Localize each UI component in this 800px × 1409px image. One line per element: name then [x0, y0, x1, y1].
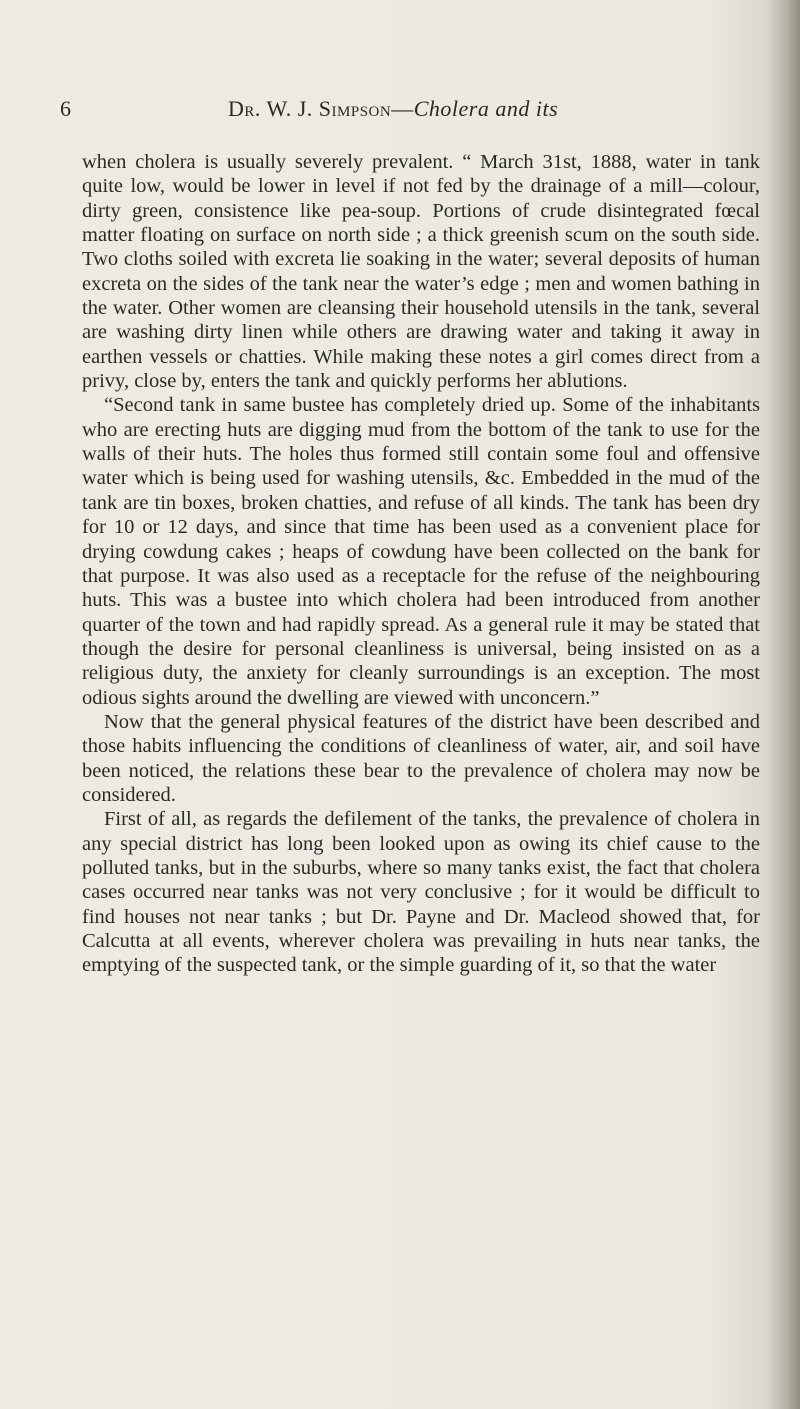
paragraph-2: “Second tank in same bustee has completely dried up. Some of the inhabitants who are erecting huts are digging mud from the bottom of the tank to use for the walls of their huts. The holes thus formed still contain some foul and offensive water which is being used for washing utensils, &c. Embedded in the mud of the tank are tin boxes, broken chatties, and refuse of all kinds. The tank has been dry for 10 or 12 days, and since that time has been used as a convenient place for drying cowdung cakes ; heaps of cowdung have been collected on the bank for that purpose. It was also used as a receptacle for the refuse of the neighbouring huts. This was a bustee into which cholera had been introduced from another quarter of the town and had rapidly spread. As a general rule it may be stated that though the desire for personal cleanliness is universal, being insisted on as a religious duty, the anxiety for cleanly surroundings is an exception. The most odious sights around the dwelling are viewed with unconcern.”: [82, 394, 760, 709]
page-number: 6: [60, 96, 72, 121]
body-text: [82, 150, 760, 978]
paragraph-4: First of all, as regards the defilement of the tanks, the prevalence of cholera in any special district has long been looked upon as owing its chief cause to the polluted tanks, but in the suburbs, where so many tanks exist, the fact that cholera cases occurred near tanks was not very conclusive ; for it would be difficult to find houses not near tanks ; but Dr. Payne and Dr. Macleod showed that, for Calcutta at all events, wherever cholera was prevailing in huts near tanks, the emptying of the suspected tank, or the simple guarding of it, so that the water: [82, 808, 760, 977]
paragraph-3: Now that the general physical features of the district have been described and those habits influencing the conditions of cleanliness of water, air, and soil have been noticed, the relations these bear to the prevalence of cholera may now be considered.: [82, 710, 760, 806]
chapter-title: Cholera and its: [413, 96, 559, 121]
paragraph-1: when cholera is usually severely prevalent. “ March 31st, 1888, water in tank quite low, would be lower in level if not fed by the drainage of a mill—colour, dirty green, consistence like pea-soup. Portions of crude disintegrated fœcal matter floating on surface on north side ; a thick greenish scum on the south side. Two cloths soiled with excreta lie soaking in the water; several deposits of human excreta on the sides of the tank near the water’s edge ; men and women bathing in the water. Other women are cleansing their household utensils in the tank, several are washing dirty linen while others are drawing water and taking it away in earthen vessels or chatties. While making these notes a girl comes direct from a privy, close by, enters the tank and quickly performs her ablutions.: [82, 151, 760, 393]
running-head: [60, 96, 770, 126]
page-edge-shadow: [766, 0, 800, 1409]
running-title: [228, 96, 558, 122]
title-separator: —: [391, 96, 414, 121]
author-name: Dr. W. J. Simpson: [228, 96, 392, 121]
